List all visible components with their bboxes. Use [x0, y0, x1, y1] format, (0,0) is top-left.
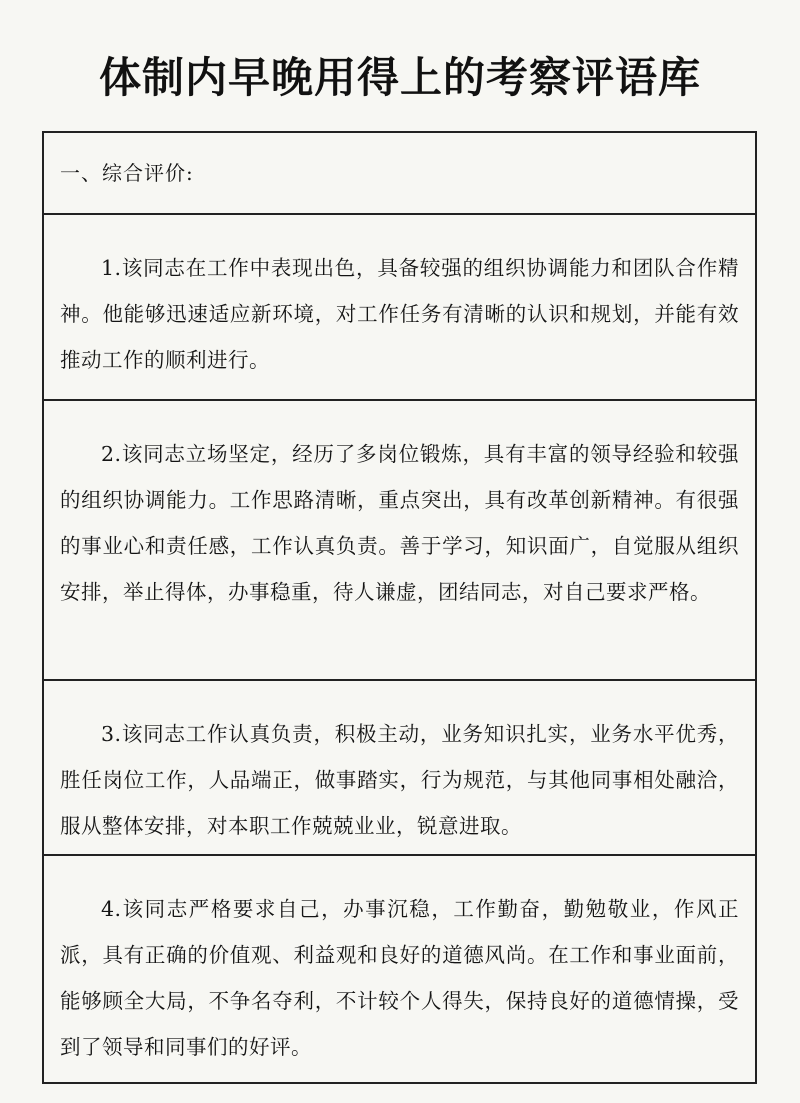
page-title: 体制内早晚用得上的考察评语库 [98, 53, 701, 102]
evaluation-text: 1.该同志在工作中表现出色，具备较强的组织协调能力和团队合作精神。他能够迅速适应新环境，对工作任务有清晰的认识和规划，并能有效推动工作的顺利进行。 [60, 256, 739, 372]
evaluation-item-2 [44, 401, 755, 681]
evaluation-table [42, 131, 757, 1084]
section-label: 一、综合评价: [60, 161, 194, 185]
evaluation-item-1 [44, 215, 755, 401]
evaluation-item-4 [44, 856, 755, 1082]
evaluation-text: 2.该同志立场坚定，经历了多岗位锻炼，具有丰富的领导经验和较强的组织协调能力。工作思路清晰，重点突出，具有改革创新精神。有很强的事业心和责任感，工作认真负责。善于学习，知识面广，自觉服从组织安排，举止得体，办事稳重，待人谦虚，团结同志，对自己要求严格。 [60, 442, 739, 604]
evaluation-item-3 [44, 681, 755, 856]
evaluation-text: 4.该同志严格要求自己，办事沉稳，工作勤奋，勤勉敬业，作风正派，具有正确的价值观、利益观和良好的道德风尚。在工作和事业面前，能够顾全大局，不争名夺利，不计较个人得失，保持良好的道德情操，受到了领导和同事们的好评。 [60, 897, 739, 1059]
evaluation-text: 3.该同志工作认真负责，积极主动，业务知识扎实，业务水平优秀，胜任岗位工作，人品端正，做事踏实，行为规范，与其他同事相处融洽，服从整体安排，对本职工作兢兢业业，锐意进取。 [60, 722, 739, 838]
section-header-row [44, 133, 755, 215]
